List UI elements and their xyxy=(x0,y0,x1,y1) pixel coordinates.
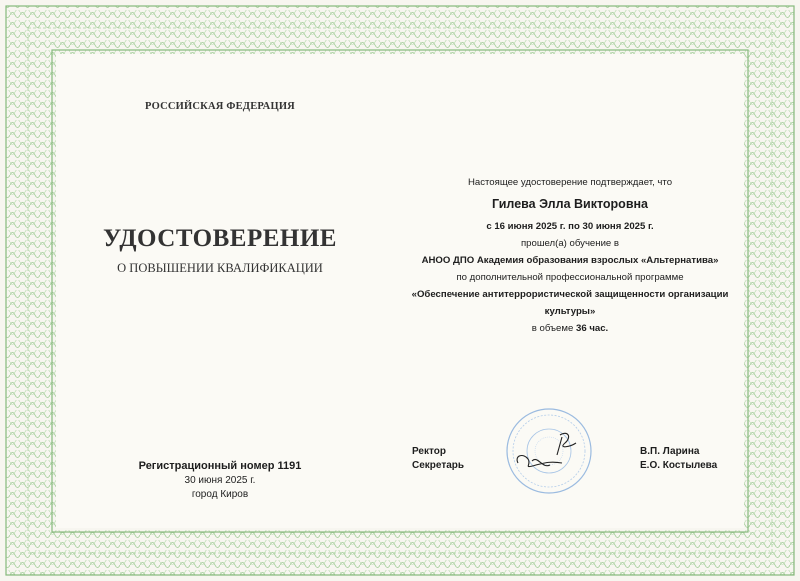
rector-name: В.П. Ларина xyxy=(640,446,700,457)
registration-block xyxy=(120,460,320,500)
organization-name: АНОО ДПО Академия образования взрослых «Альтернатива» xyxy=(421,255,719,266)
issue-date: 30 июня 2025 г. xyxy=(184,475,256,486)
handwritten-signatures xyxy=(510,425,590,480)
volume-text xyxy=(400,323,740,334)
rector-title: Ректор xyxy=(412,446,446,457)
recipient-name: Гилева Элла Викторовна xyxy=(491,197,649,211)
completed-text: прошел(а) обучение в xyxy=(520,238,620,249)
volume-value: 36 час. xyxy=(575,323,609,334)
intro-text: Настоящее удостоверение подтверждает, что xyxy=(467,177,673,188)
document-title: УДОСТОВЕРЕНИЕ xyxy=(103,225,337,252)
country-name: РОССИЙСКАЯ ФЕДЕРАЦИЯ xyxy=(145,101,295,112)
issue-city: город Киров xyxy=(191,489,249,500)
program-intro: по дополнительной профессиональной программе xyxy=(456,272,684,283)
document-subtitle: О ПОВЫШЕНИИ КВАЛИФИКАЦИИ xyxy=(117,261,323,275)
program-name-line1: «Обеспечение антитеррористической защищенности организации xyxy=(411,289,729,300)
secretary-title: Секретарь xyxy=(412,460,465,471)
program-name-line2: культуры» xyxy=(544,306,596,317)
volume-prefix: в объеме xyxy=(531,323,574,334)
secretary-name: Е.О. Костылева xyxy=(640,460,718,471)
study-period: с 16 июня 2025 г. по 30 июня 2025 г. xyxy=(486,221,654,232)
registration-number: Регистрационный номер 1191 xyxy=(138,460,302,472)
